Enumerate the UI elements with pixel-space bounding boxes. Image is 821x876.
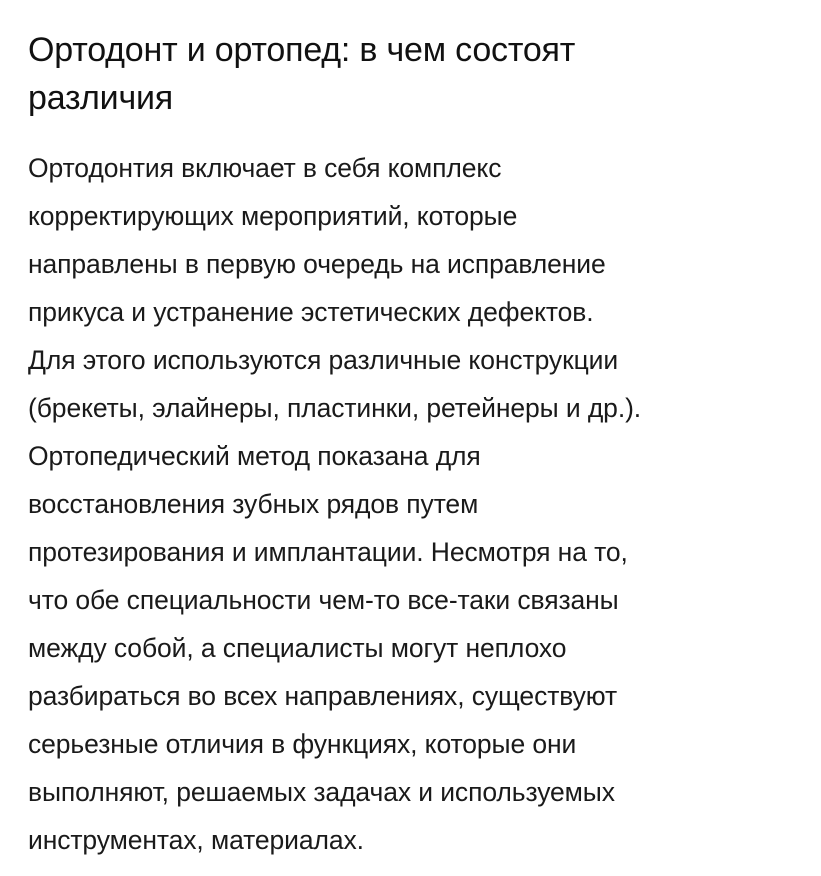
body-line: что обе специальности чем-то все-таки связаны — [28, 585, 619, 615]
body-line: Ортопедический метод показана для — [28, 441, 481, 471]
body-line: выполняют, решаемых задачах и используемых — [28, 777, 615, 807]
body-line: разбираться во всех направлениях, существуют — [28, 681, 618, 711]
body-line: серьезные отличия в функциях, которые они — [28, 729, 577, 759]
body-line: направлены в первую очередь на исправление — [28, 249, 606, 279]
body-line: инструментах, материалах. — [28, 825, 364, 855]
body-line: (брекеты, элайнеры, пластинки, ретейнеры и др.). — [28, 393, 642, 423]
body-line: прикуса и устранение эстетических дефектов. — [28, 297, 594, 327]
body-line: Ортодонтия включает в себя комплекс — [28, 153, 502, 183]
article — [28, 26, 818, 864]
body-line: между собой, а специалисты могут неплохо — [28, 633, 567, 663]
body-line: корректирующих мероприятий, которые — [28, 201, 518, 231]
article-body — [28, 144, 818, 864]
title-line: различия — [28, 79, 173, 117]
title-line: Ортодонт и ортопед: в чем состоят — [28, 31, 576, 69]
body-line: Для этого используются различные конструкции — [28, 345, 619, 375]
body-line: восстановления зубных рядов путем — [28, 489, 479, 519]
body-line: протезирования и имплантации. Несмотря на то, — [28, 537, 628, 567]
article-title — [28, 26, 818, 122]
